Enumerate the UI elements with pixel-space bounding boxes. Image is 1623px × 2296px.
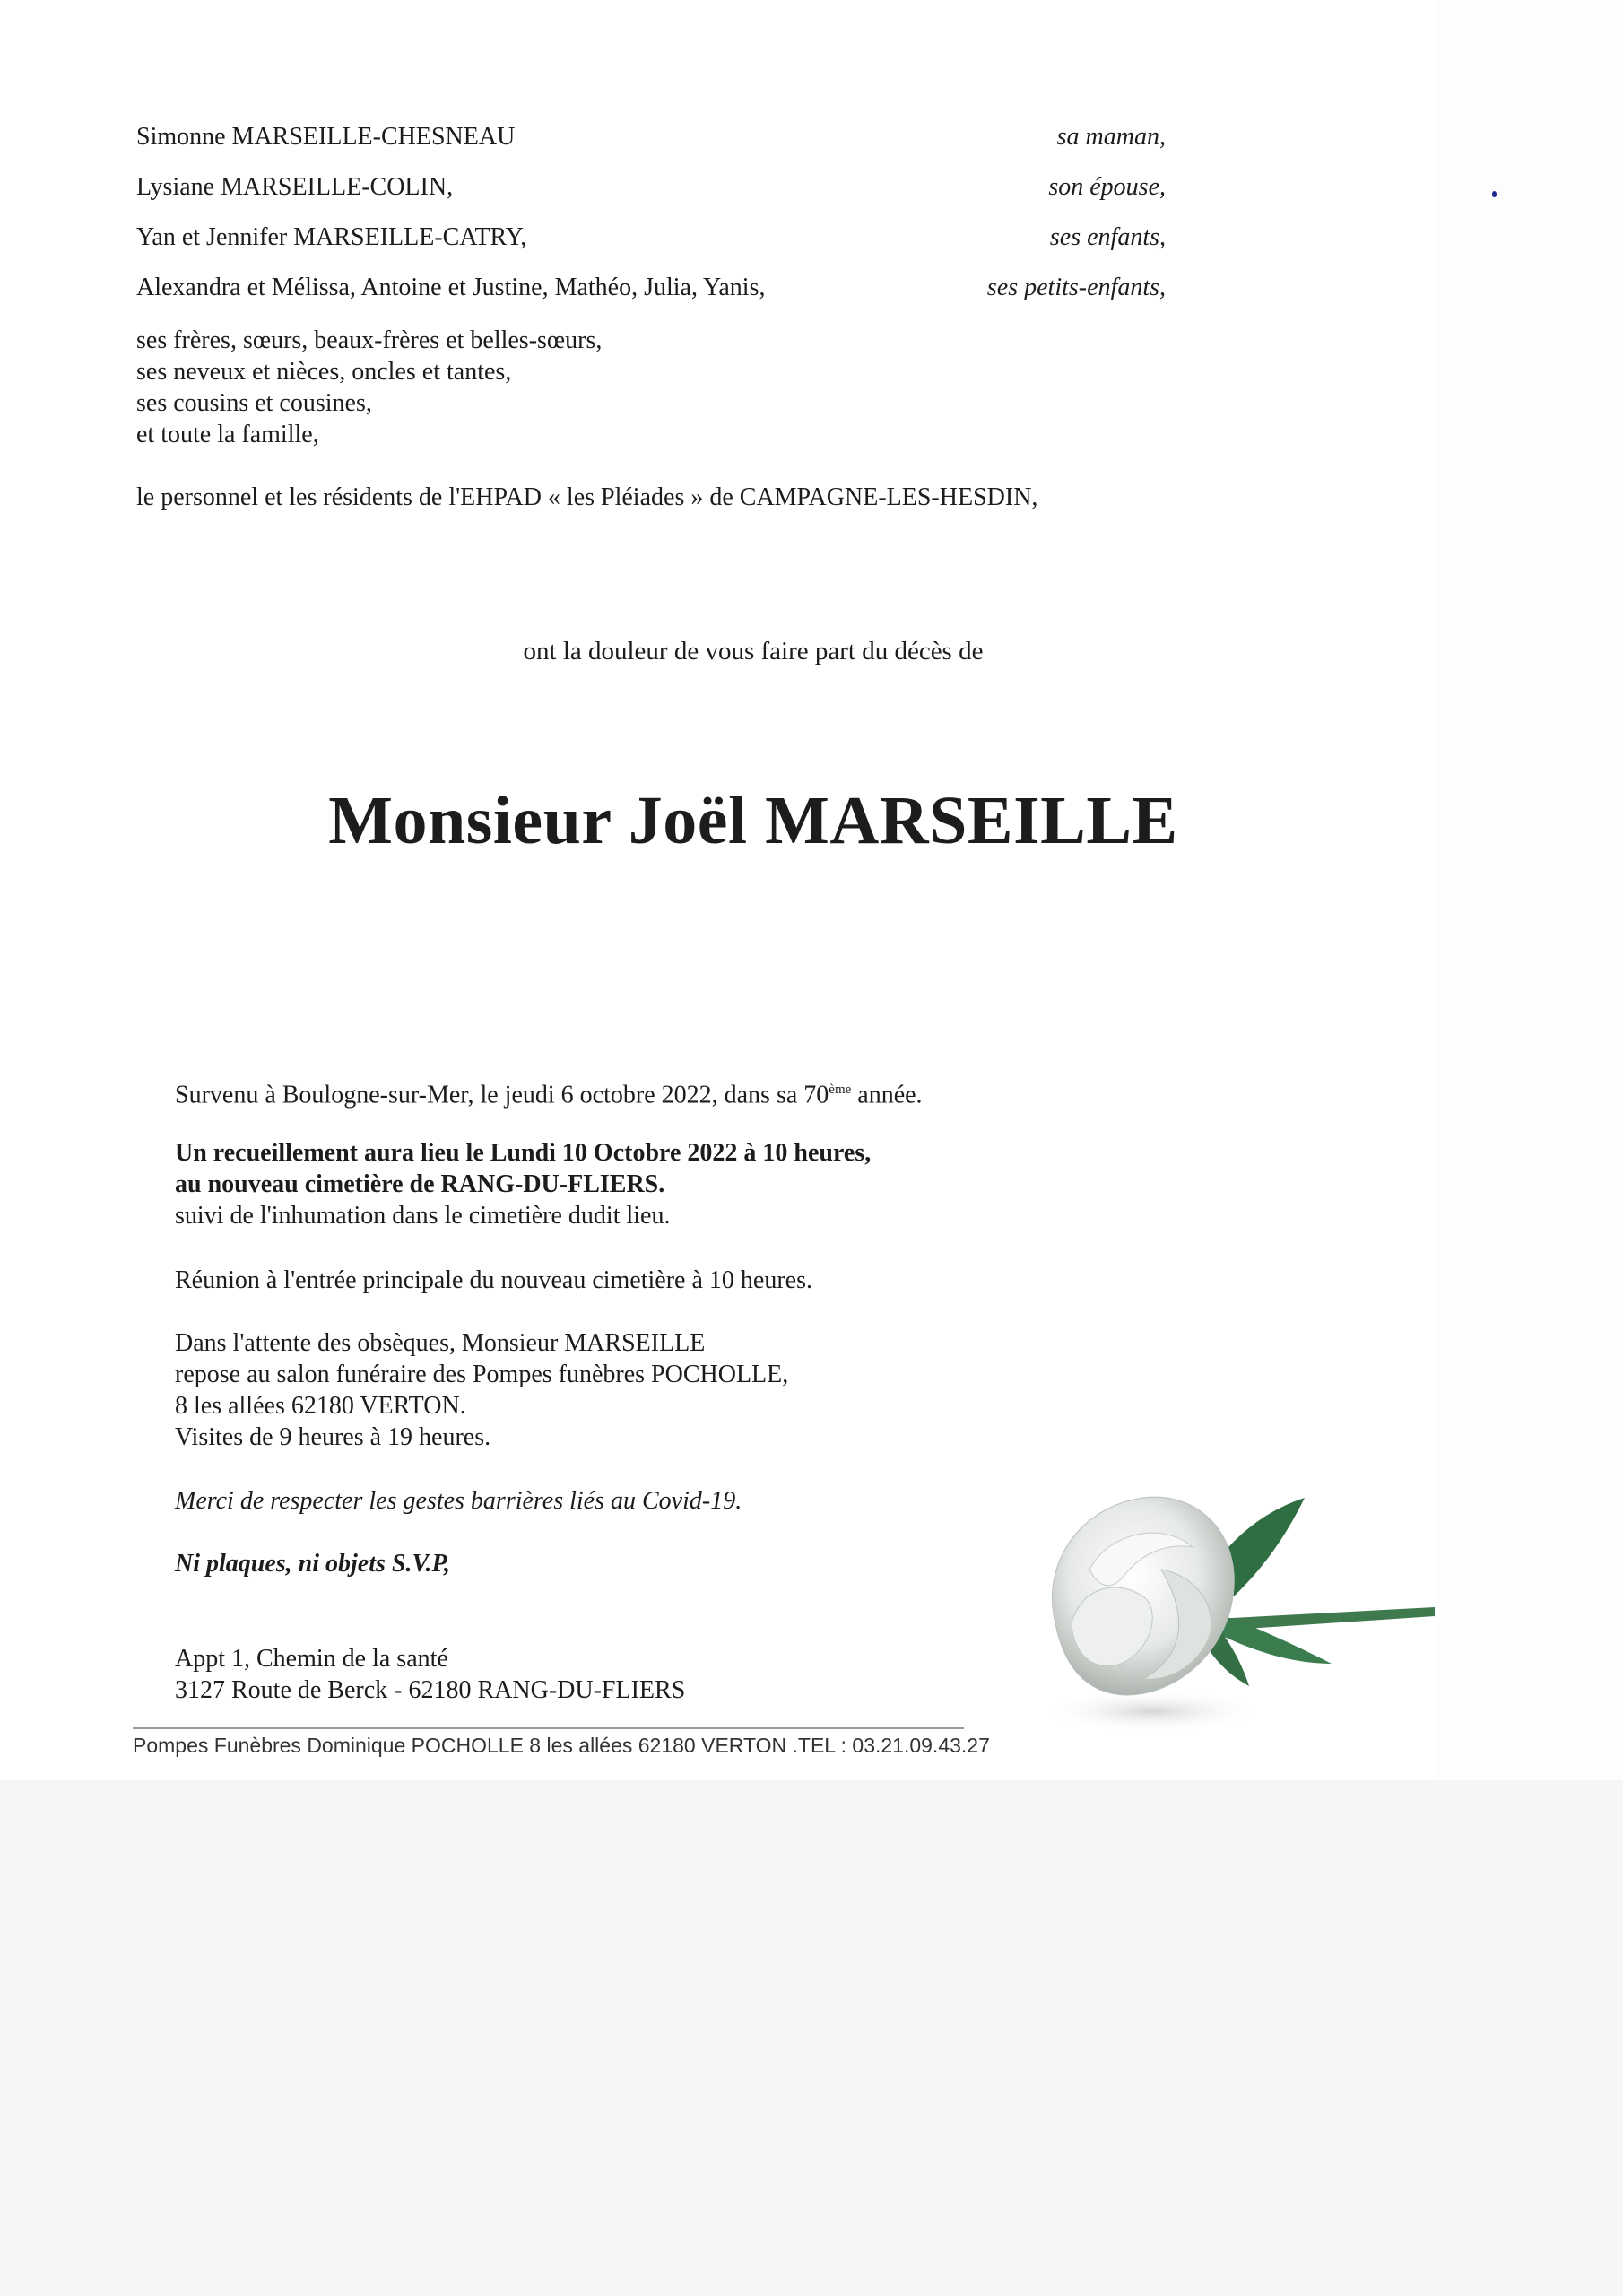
footer-divider [133,1727,964,1729]
family-relation-4: ses petits-enfants, [986,274,1166,301]
deceased-name: Monsieur Joël MARSEILLE [328,783,1178,858]
scan-margin [1435,0,1623,1780]
family-name-4: Alexandra et Mélissa, Antoine et Justine, Mathéo, Julia, Yanis, [136,274,766,301]
extended-family-line: ses frères, sœurs, beaux-frères et belles-sœurs, [136,326,603,354]
address-line: 3127 Route de Berck - 62180 RANG-DU-FLIERS [175,1676,686,1704]
family-relation-1: sa maman, [1056,123,1166,151]
family-relation-3: ses enfants, [1049,223,1166,251]
announcement: ont la douleur de vous faire part du décès de [523,637,984,665]
extended-family [136,325,602,450]
rest-line: Visites de 9 heures à 19 heures. [175,1423,491,1451]
extended-family-line: ses neveux et nièces, oncles et tantes, [136,358,512,386]
rest-line: repose au salon funéraire des Pompes funèbres POCHOLLE, [175,1361,789,1388]
death-info: Survenu à Boulogne-sur-Mer, le jeudi 6 octobre 2022, dans sa 70ème année. [175,1081,923,1109]
address-line: Appt 1, Chemin de la santé [175,1645,448,1673]
covid-note: Merci de respecter les gestes barrières liés au Covid-19. [175,1487,742,1515]
no-flowers-note: Ni plaques, ni objets S.V.P, [175,1550,451,1578]
ceremony-line-3: suivi de l'inhumation dans le cimetière dudit lieu. [175,1202,671,1230]
white-rose-icon [1036,1471,1435,1740]
staff-line: le personnel et les résidents de l'EHPAD « les Pléiades » de CAMPAGNE-LES-HESDIN, [136,483,1038,511]
address [175,1643,685,1706]
extended-family-line: ses cousins et cousines, [136,389,372,417]
rest-line: Dans l'attente des obsèques, Monsieur MARSEILLE [175,1329,706,1357]
rest-line: 8 les allées 62180 VERTON. [175,1392,466,1420]
scan-background [0,1780,1623,2296]
ceremony-info [175,1137,871,1231]
rest-info [175,1327,788,1453]
family-name-2: Lysiane MARSEILLE-COLIN, [136,173,454,201]
scan-speck [1492,191,1497,197]
family-name-3: Yan et Jennifer MARSEILLE-CATRY, [136,223,527,251]
meeting-info: Réunion à l'entrée principale du nouveau cimetière à 10 heures. [175,1266,812,1294]
footer-funeral-home: Pompes Funèbres Dominique POCHOLLE 8 les allées 62180 VERTON .TEL : 03.21.09.43.27 [133,1734,990,1757]
ceremony-line-1: Un recueillement aura lieu le Lundi 10 Octobre 2022 à 10 heures, [175,1139,872,1167]
extended-family-line: et toute la famille, [136,421,319,448]
family-name-1: Simonne MARSEILLE-CHESNEAU [136,123,516,151]
ceremony-line-2: au nouveau cimetière de RANG-DU-FLIERS. [175,1170,665,1198]
family-relation-2: son épouse, [1048,173,1166,201]
